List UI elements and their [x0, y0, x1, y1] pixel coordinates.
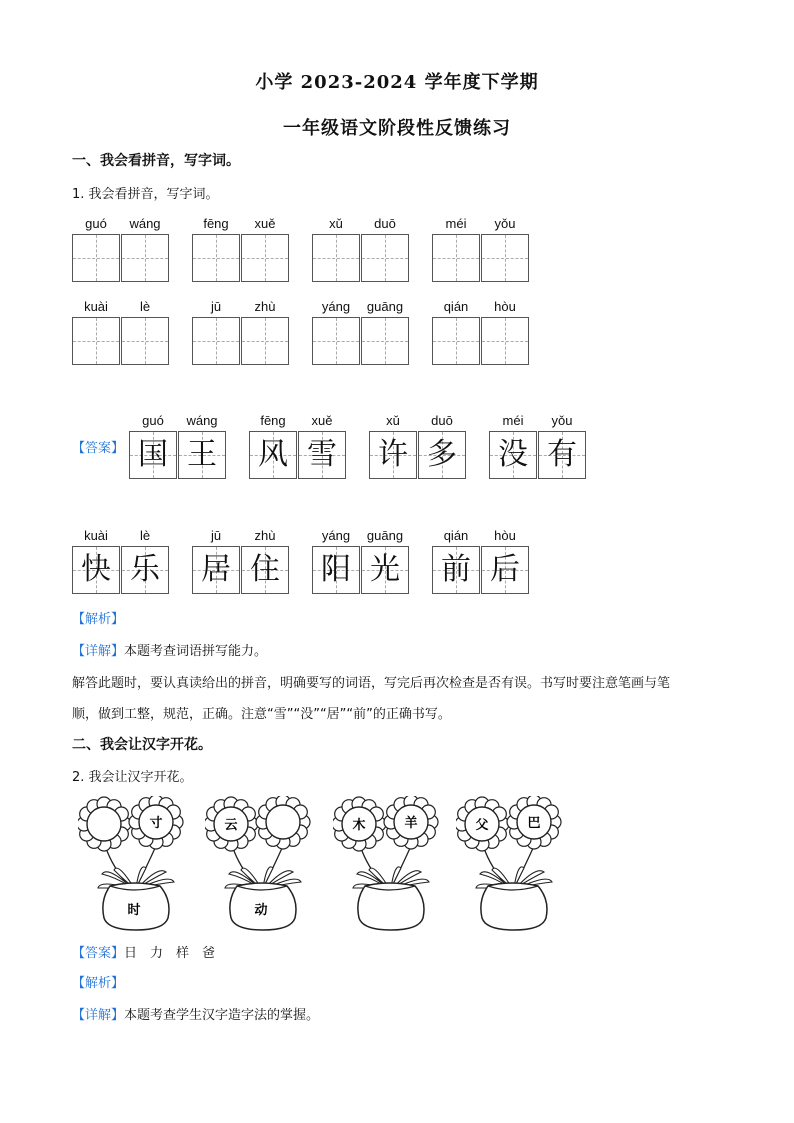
writing-box[interactable]: [432, 234, 480, 282]
pinyin-label: lè: [139, 528, 151, 543]
pinyin-label: fēng: [203, 216, 229, 231]
flower-character: 寸: [149, 816, 163, 831]
answer-character: 乐: [130, 552, 160, 587]
pinyin-label: méi: [502, 413, 524, 428]
writing-box[interactable]: [241, 317, 289, 365]
flower-character: 木: [352, 818, 366, 833]
answer-character-box: [481, 546, 529, 594]
question1-text: 1. 我会看拼音，写字词。: [72, 187, 219, 202]
flower-character: 巴: [527, 816, 541, 831]
pinyin-label: guó: [85, 216, 107, 231]
writing-box[interactable]: [432, 317, 480, 365]
pinyin-label: jū: [210, 299, 222, 314]
flower-character: 云: [224, 818, 238, 833]
answer-character-box: [361, 546, 409, 594]
answer-character-box: [129, 431, 177, 479]
answer-character: 国: [138, 437, 168, 472]
writing-box[interactable]: [481, 317, 529, 365]
flower-head: [333, 797, 386, 851]
answer-character: 没: [498, 437, 528, 472]
answer-character-box: [418, 431, 466, 479]
answer-character: 许: [378, 437, 408, 472]
answer-character-box: [432, 546, 480, 594]
page-subtitle: 一年级语文阶段性反馈练习: [283, 118, 511, 139]
q2-answer: 【答案】日 力 样 爸: [72, 946, 216, 961]
writing-box[interactable]: [121, 317, 169, 365]
answer-character: 阳: [321, 552, 351, 587]
writing-box[interactable]: [72, 317, 120, 365]
flower-head: [456, 797, 509, 851]
answer-character: 光: [370, 552, 400, 587]
writing-box[interactable]: [192, 317, 240, 365]
flower-head: [205, 797, 258, 851]
pot-character: 时: [127, 903, 141, 918]
answer-character-box: [178, 431, 226, 479]
pinyin-label: hòu: [494, 299, 516, 314]
page-title: 小学 2023-2024 学年度下学期: [255, 72, 539, 93]
answer-character: 后: [490, 552, 520, 587]
pinyin-label: guó: [142, 413, 164, 428]
pinyin-label: jū: [210, 528, 222, 543]
flower-character: 羊: [404, 816, 418, 831]
flower-head: [256, 796, 310, 849]
answer-character: 雪: [307, 437, 337, 472]
pinyin-label: xuě: [254, 216, 276, 231]
flower-head: [384, 796, 438, 849]
pinyin-label: fēng: [260, 413, 286, 428]
pinyin-label: duō: [431, 413, 453, 428]
writing-box[interactable]: [241, 234, 289, 282]
writing-box[interactable]: [192, 234, 240, 282]
pinyin-label: zhù: [254, 299, 276, 314]
writing-box[interactable]: [361, 234, 409, 282]
answer-character: 王: [187, 437, 217, 472]
pinyin-label: kuài: [84, 299, 108, 314]
pinyin-label: yáng: [321, 528, 351, 543]
pinyin-label: wáng: [186, 413, 218, 428]
answer-character-box: [538, 431, 586, 479]
q2-detail: 【详解】本题考查学生汉字造字法的掌握。: [72, 1008, 320, 1023]
q1-answer-tag: 【答案】: [72, 441, 125, 456]
pinyin-label: qián: [443, 299, 469, 314]
answer-character: 前: [441, 552, 471, 587]
answer-character-box: [121, 546, 169, 594]
pinyin-label: méi: [445, 216, 467, 231]
q1-explain-line2: 顺，做到工整，规范，正确。注意“雪”“没”“居”“前”的正确书写。: [72, 707, 451, 722]
answer-character: 快: [81, 552, 111, 587]
pinyin-label: hòu: [494, 528, 516, 543]
writing-box[interactable]: [361, 317, 409, 365]
flower-head: [78, 797, 131, 851]
answer-character: 居: [201, 552, 231, 587]
pinyin-label: xǔ: [386, 413, 400, 428]
pinyin-label: yáng: [321, 299, 351, 314]
q1-detail: 【详解】本题考查词语拼写能力。: [72, 644, 268, 659]
flower-head: [507, 796, 561, 849]
answer-character-box: [249, 431, 297, 479]
flower-center: [266, 805, 300, 839]
pinyin-label: xuě: [311, 413, 333, 428]
answer-character: 住: [250, 552, 280, 587]
pinyin-label: zhù: [254, 528, 276, 543]
answer-character-box: [192, 546, 240, 594]
q1-analysis-tag: 【解析】: [72, 612, 125, 627]
answer-character-box: [241, 546, 289, 594]
answer-character-box: [72, 546, 120, 594]
pinyin-label: xǔ: [329, 216, 343, 231]
writing-box[interactable]: [312, 234, 360, 282]
flower-3: [333, 796, 463, 936]
answer-character-box: [369, 431, 417, 479]
writing-box[interactable]: [121, 234, 169, 282]
pinyin-label: lè: [139, 299, 151, 314]
pinyin-label: kuài: [84, 528, 108, 543]
pinyin-label: wáng: [129, 216, 161, 231]
answer-character: 风: [258, 437, 288, 472]
pot-character: 动: [254, 903, 268, 918]
pinyin-label: duō: [374, 216, 396, 231]
writing-box[interactable]: [481, 234, 529, 282]
answer-character-box: [298, 431, 346, 479]
answer-character: 有: [547, 437, 577, 472]
question2-text: 2. 我会让汉字开花。: [72, 770, 193, 785]
q2-analysis-tag: 【解析】: [72, 976, 125, 991]
answer-character: 多: [427, 437, 457, 472]
section1-heading: 一、我会看拼音，写字词。: [72, 153, 240, 169]
writing-box[interactable]: [72, 234, 120, 282]
flower-center: [87, 807, 121, 841]
pinyin-label: guāng: [366, 299, 404, 314]
pinyin-label: yǒu: [494, 216, 516, 231]
flower-character: 父: [475, 818, 489, 833]
pinyin-label: guāng: [366, 528, 404, 543]
flower-2: [205, 796, 335, 936]
section2-heading: 二、我会让汉字开花。: [72, 737, 212, 753]
flower-1: [78, 796, 208, 936]
pinyin-label: yǒu: [551, 413, 573, 428]
pinyin-label: qián: [443, 528, 469, 543]
answer-character-box: [489, 431, 537, 479]
answer-character-box: [312, 546, 360, 594]
writing-box[interactable]: [312, 317, 360, 365]
flower-head: [129, 796, 183, 849]
q1-explain-line1: 解答此题时，要认真读给出的拼音，明确要写的词语，写完后再次检查是否有误。书写时要注意笔画与笔: [72, 676, 671, 691]
flower-4: [456, 796, 586, 936]
